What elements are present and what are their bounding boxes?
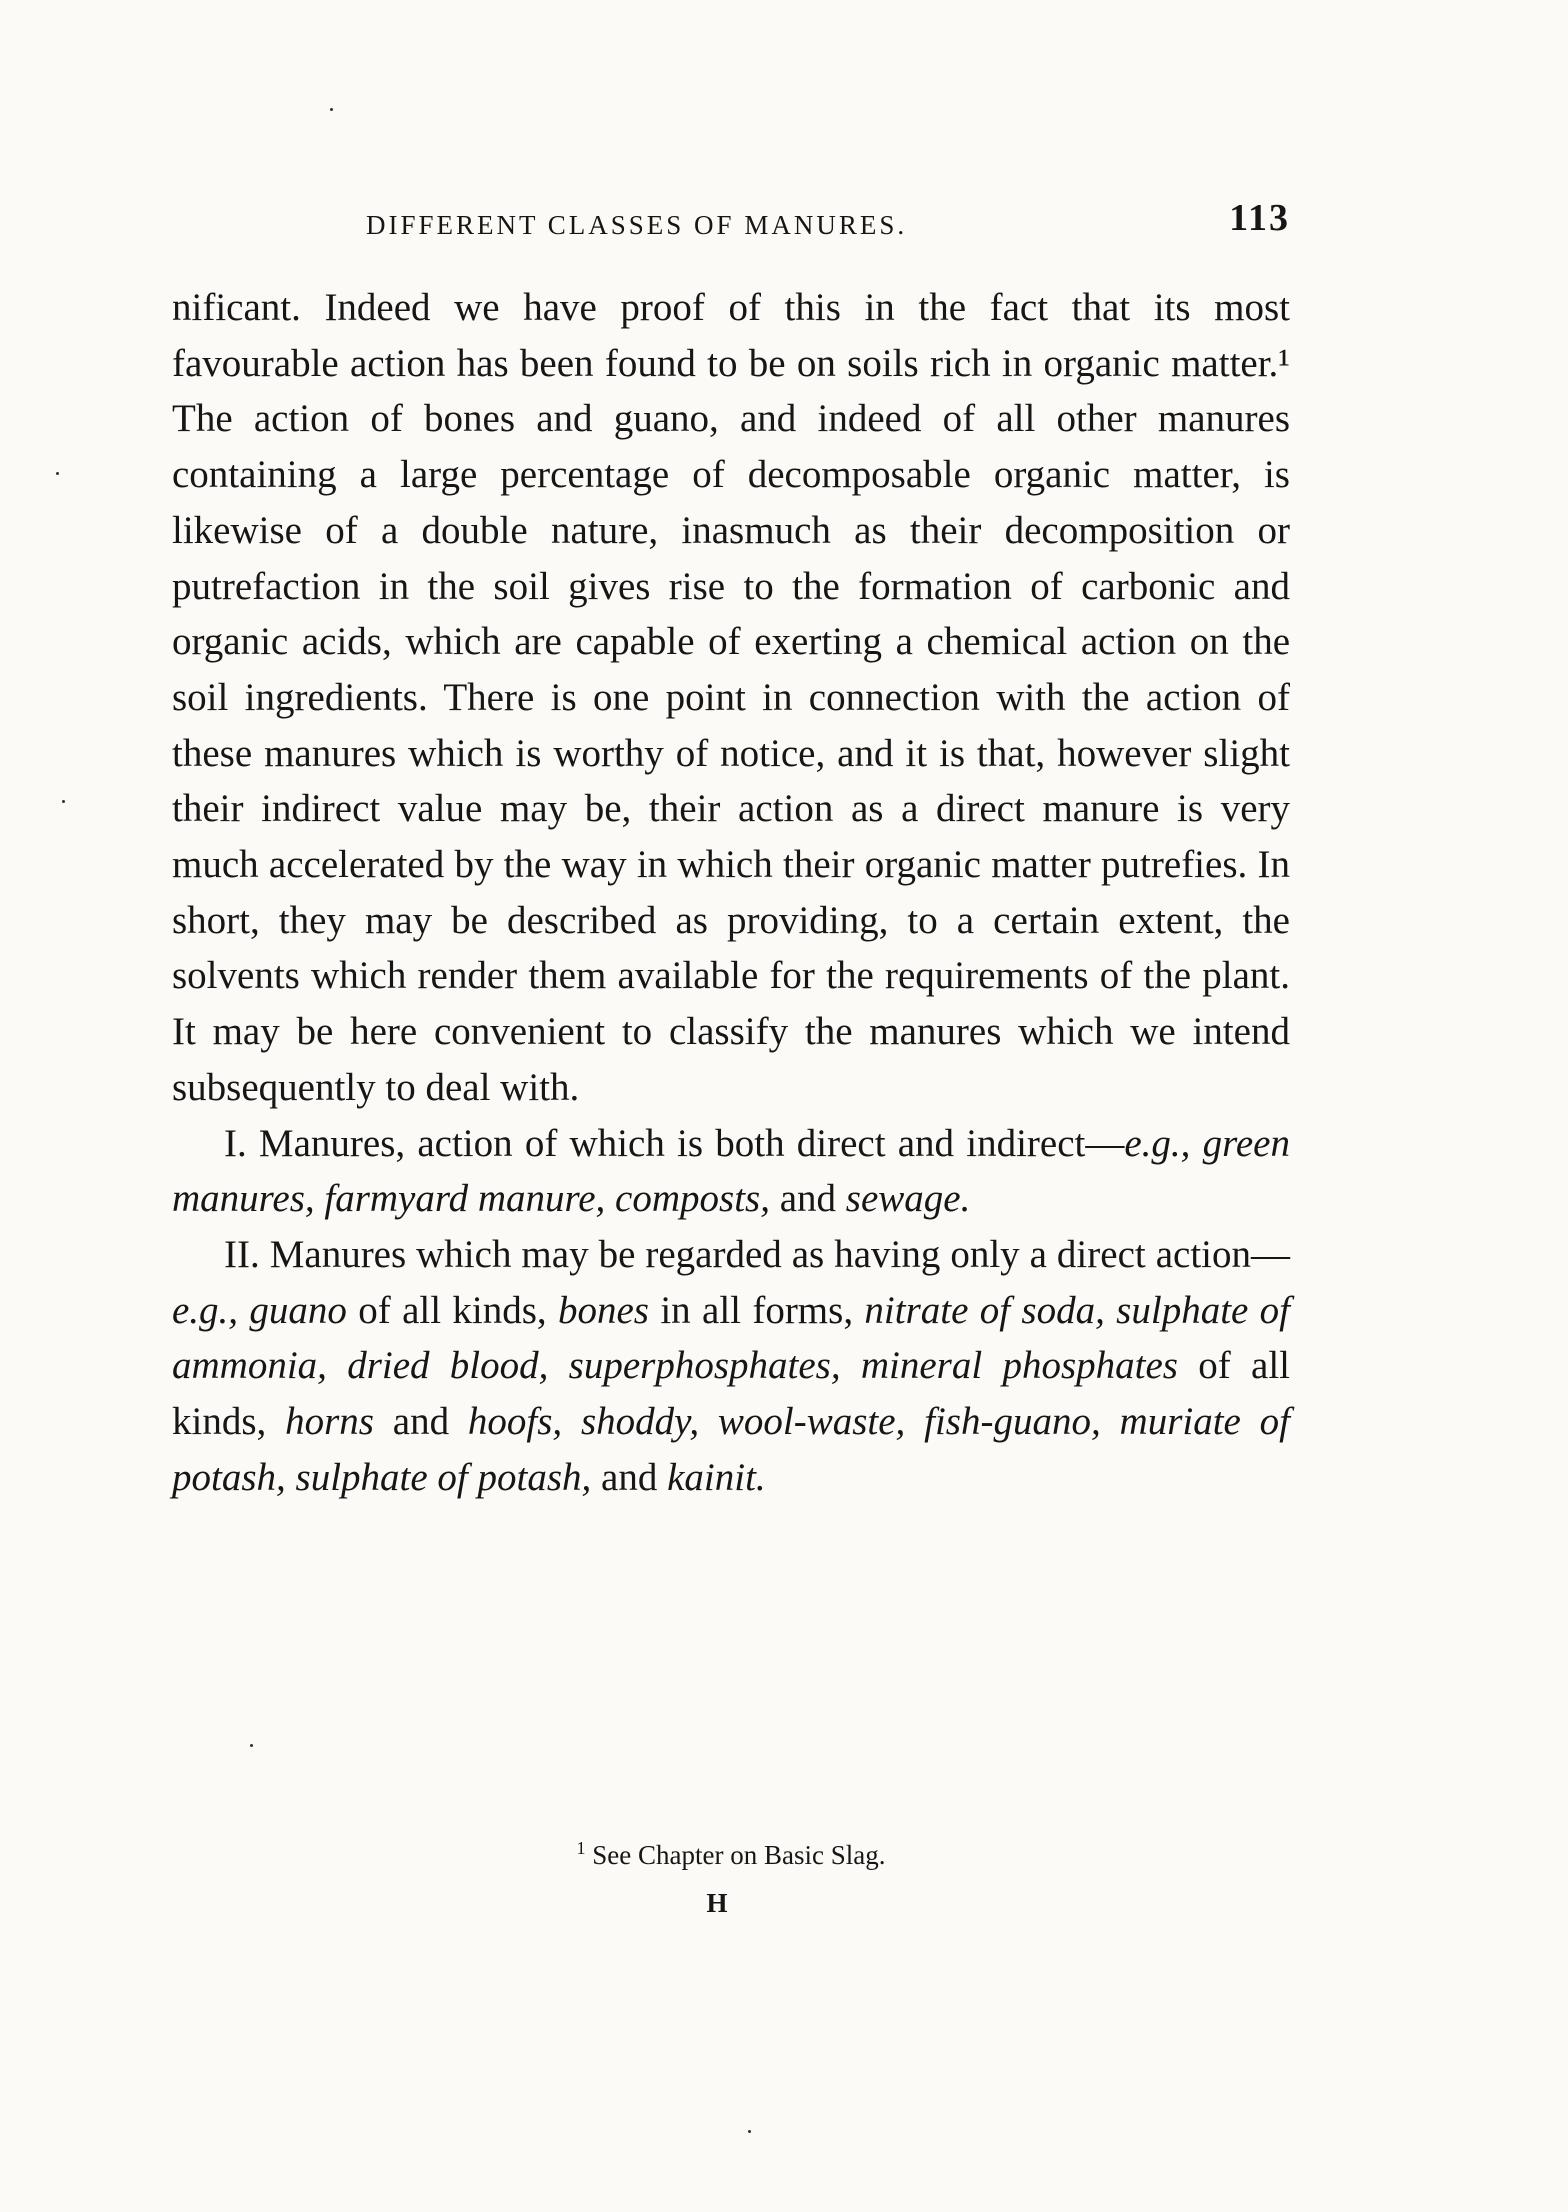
class-one-lead: I. Manures, action of which is both direct and indirect— xyxy=(224,1121,1125,1165)
paper-speck xyxy=(250,1744,253,1747)
running-head: DIFFERENT CLASSES OF MANURES. xyxy=(366,210,908,240)
eg-abbrev: e.g., xyxy=(172,1288,239,1332)
kainit-term: kainit. xyxy=(667,1455,766,1499)
class-one-last-example: sewage. xyxy=(845,1177,971,1221)
paragraph-class-two xyxy=(172,1227,1290,1506)
connector-text: in all forms, xyxy=(649,1288,865,1332)
paper-speck xyxy=(748,2130,751,2133)
paper-speck xyxy=(56,472,59,475)
paragraph-class-one xyxy=(172,1116,1290,1227)
paper-speck xyxy=(330,108,333,111)
connector-text: and xyxy=(373,1400,468,1444)
class-one-examples: green manures, farmyard manure, composts, xyxy=(172,1121,1290,1221)
page-header xyxy=(172,198,1290,250)
connector-text: of all kinds, xyxy=(172,1344,1290,1444)
guano-term: guano xyxy=(249,1288,347,1332)
footnote-text: See Chapter on Basic Slag. xyxy=(585,1840,886,1870)
paragraph-continuation: nificant. Indeed we have proof of this in the fact that its most favourable action has been found to be on soils rich in organic matter.¹ The action of bones and guano, and indeed of all other manures containing a large percentage of decomposable organic matter, is likewise of a double nature, inasmuch as their decomposition or putrefaction in the soil gives rise to the formation of carbonic and organic acids, which are capable of exerting a chemical action on the soil ingredients. There is one point in connection with the action of these manures which is worthy of notice, and it is that, however slight their indirect value may be, their action as a direct manure is very much accelerated by the way in which their organic matter putrefies. In short, they may be described as providing, to a certain extent, the solvents which render them available for the requirements of the plant. It may be here convenient to classify the manures which we intend subsequently to deal with. xyxy=(172,286,1290,1109)
bones-term: bones xyxy=(558,1288,649,1332)
page-number: 113 xyxy=(1229,197,1290,239)
body-text xyxy=(172,280,1290,1505)
connector-text: and xyxy=(591,1455,668,1499)
horns-term: horns xyxy=(285,1400,374,1444)
paper-speck xyxy=(62,800,65,803)
class-two-list-one: nitrate of soda, sulphate of ammonia, dried blood, superphosphates, mineral phosphates xyxy=(172,1288,1291,1388)
class-two-lead: II. Manures which may be regarded as having only a direct action— xyxy=(224,1232,1290,1276)
connector-text: of all kinds, xyxy=(346,1288,558,1332)
class-two-list-two: hoofs, shoddy, wool-waste, fish-guano, muriate of potash, sulphate of potash, xyxy=(172,1400,1291,1499)
conjunction: and xyxy=(769,1177,846,1221)
footnote xyxy=(172,1838,1290,1871)
footnote-marker: 1 xyxy=(576,1838,586,1858)
signature-mark: H xyxy=(706,1888,730,1918)
eg-abbrev: e.g., xyxy=(1124,1121,1191,1165)
